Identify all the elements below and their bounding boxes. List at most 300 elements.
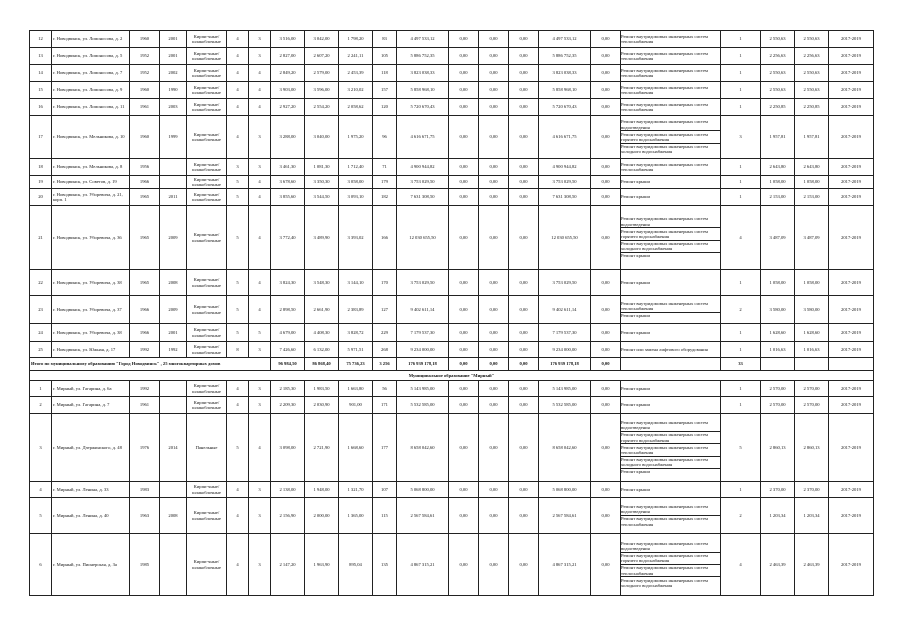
premises-area-cell: 2 721,90	[305, 414, 339, 482]
residential-area-cell: 3 093,10	[339, 189, 373, 206]
work-item: Ремонт крыши	[621, 279, 650, 285]
cost-cell: 3 753 029,50	[397, 270, 449, 296]
year-renovated-cell: 2001	[160, 31, 187, 48]
year-built-cell: 1983	[130, 482, 160, 498]
works-count-cell: 3	[721, 116, 761, 159]
row-number: 25	[30, 342, 52, 358]
wall-material-cell: Кирпи-чные/ шлакоблочные	[187, 498, 227, 534]
cost-cell: 7 631 308,50	[397, 189, 449, 206]
cost-cell: 5 068 800,00	[397, 482, 449, 498]
entrances-cell: 3	[249, 381, 271, 397]
works-count-cell: 4	[721, 534, 761, 596]
period-cell: 2017-2019	[829, 82, 874, 99]
floors-cell: 5	[227, 324, 249, 342]
residential-area-cell: 1 712,40	[339, 159, 373, 176]
residential-area-cell: 3 144,10	[339, 270, 373, 296]
address-cell: г. Новодвинск, ул. Уборевича, д. 38	[52, 270, 130, 296]
address-cell: г. Новодвинск, ул. Ломоносова, д. 5	[52, 48, 130, 65]
works-count-cell: 1	[721, 397, 761, 414]
floors-cell: 4	[227, 397, 249, 414]
premises-area-cell: 2 579,00	[305, 65, 339, 82]
work-item: Ремонт крыши	[621, 402, 650, 408]
works-cell	[621, 176, 721, 189]
fund-cell: 0,00	[591, 65, 621, 82]
period-cell: 2017-2019	[829, 116, 874, 159]
period-cell: 2017-2019	[829, 65, 874, 82]
work-item: Ремонт внутридомовых инженерных систем холодного водоснабжения	[621, 576, 720, 588]
entrances-cell: 4	[249, 176, 271, 189]
work-item: Ремонт внутридомовых инженерных систем горячего водоснабжения	[621, 431, 720, 443]
floors-cell: 4	[227, 48, 249, 65]
residents-cell: 179	[373, 176, 397, 189]
fund-cell: 0,00	[449, 381, 479, 397]
owners-funds-cell: 4 497 533,12	[539, 31, 591, 48]
premises-area-cell: 4 408,30	[305, 324, 339, 342]
table-row	[30, 482, 874, 498]
unit-cost-cell: 1 058,00	[761, 176, 795, 189]
work-item: Ремонт внутридомовых инженерных систем водоотведения	[621, 540, 708, 551]
entrances-cell: 5	[249, 324, 271, 342]
owners-funds-cell: 5 886 752,35	[539, 48, 591, 65]
entrances-cell: 4	[249, 270, 271, 296]
max-unit-cost-cell: 2 550,63	[795, 65, 829, 82]
work-item: Ремонт внутридомовых инженерных систем горячего водоснабжения	[621, 552, 720, 564]
works-count-cell: 1	[721, 381, 761, 397]
fund-cell: 0,00	[479, 482, 509, 498]
period-cell: 2017-2019	[829, 176, 874, 189]
owners-funds-cell: 7 631 308,50	[539, 189, 591, 206]
unit-cost-cell: 2 463,39	[761, 534, 795, 596]
fund-cell: 0,00	[591, 82, 621, 99]
max-unit-cost-cell: 2 570,00	[795, 381, 829, 397]
floors-cell: 4	[227, 482, 249, 498]
premises-area-cell: 86 868,40	[305, 358, 339, 371]
residents-cell: 177	[373, 414, 397, 482]
unit-cost-cell: 3 580,00	[761, 296, 795, 324]
total-row	[30, 358, 874, 371]
municipality-heading: Муниципальное образование "Мирный"	[30, 371, 874, 381]
table-row	[30, 534, 874, 596]
residential-area-cell: 3 058,00	[339, 176, 373, 189]
table-row	[30, 176, 874, 189]
fund-cell: 0,00	[591, 381, 621, 397]
period-cell: 2017-2019	[829, 270, 874, 296]
works-cell	[621, 206, 721, 270]
address-cell: г. Новодвинск, ул. Ломоносова, д. 11	[52, 99, 130, 116]
fund-cell: 0,00	[509, 65, 539, 82]
address-cell: г. Новодвинск, ул. Мельникова, д. 10	[52, 116, 130, 159]
max-unit-cost-cell: 2 463,39	[795, 534, 829, 596]
total-area-cell: 96 984,50	[271, 358, 305, 371]
period-cell: 2017-2019	[829, 482, 874, 498]
works-count-cell: 33	[721, 358, 761, 371]
work-item: Ремонт внутридомовых инженерных систем водоотведения	[621, 420, 708, 431]
residents-cell: 182	[373, 189, 397, 206]
fund-cell: 0,00	[449, 176, 479, 189]
work-item: Ремонт крыши	[621, 194, 650, 200]
floors-cell: 8	[227, 342, 249, 358]
work-item: Ремонт внутридомовых инженерных систем теплоснабжения	[621, 33, 708, 44]
residential-area-cell: 2 058,62	[339, 99, 373, 116]
fund-cell: 0,00	[509, 206, 539, 270]
max-unit-cost-cell: 2 643,80	[795, 159, 829, 176]
owners-funds-cell: 9 402 611,14	[539, 296, 591, 324]
fund-cell: 0,00	[479, 206, 509, 270]
total-area-cell: 3 288,00	[271, 116, 305, 159]
cost-cell: 5 886 752,35	[397, 48, 449, 65]
residential-area-cell: 3 393,02	[339, 206, 373, 270]
year-built-cell: 1952	[130, 65, 160, 82]
owners-funds-cell: 176 939 178,18	[539, 358, 591, 371]
owners-funds-cell: 3 823 038,33	[539, 65, 591, 82]
cost-cell: 4 867 315,21	[397, 534, 449, 596]
fund-cell: 0,00	[509, 176, 539, 189]
fund-cell: 0,00	[509, 414, 539, 482]
works-cell	[621, 296, 721, 324]
cost-cell: 4 497 533,12	[397, 31, 449, 48]
year-renovated-cell: 1992	[160, 342, 187, 358]
fund-cell: 0,00	[509, 159, 539, 176]
entrances-cell: 3	[249, 48, 271, 65]
row-number: 24	[30, 324, 52, 342]
owners-funds-cell: 3 753 029,50	[539, 176, 591, 189]
address-cell: г. Мирный, ул. Гагарина, д. 6а	[52, 381, 130, 397]
work-item: Ремонт крыши	[621, 486, 650, 492]
premises-area-cell: 3 544,50	[305, 189, 339, 206]
owners-funds-cell: 5 532 585,00	[539, 397, 591, 414]
period-cell: 2017-2019	[829, 31, 874, 48]
fund-cell: 0,00	[479, 324, 509, 342]
row-number: 15	[30, 82, 52, 99]
total-area-cell: 3 824,30	[271, 270, 305, 296]
floors-cell: 3	[227, 159, 249, 176]
period-cell: 2017-2019	[829, 296, 874, 324]
fund-cell: 0,00	[449, 358, 479, 371]
wall-material-cell: Кирпи-чные/ шлакоблочные	[187, 82, 227, 99]
fund-cell: 0,00	[449, 116, 479, 159]
premises-area-cell: 2 607,20	[305, 48, 339, 65]
year-built-cell: 1965	[130, 189, 160, 206]
year-renovated-cell: 2001	[160, 48, 187, 65]
fund-cell: 0,00	[449, 342, 479, 358]
cost-cell: 9 234 000,00	[397, 342, 449, 358]
year-renovated-cell: 2003	[160, 99, 187, 116]
work-item: Ремонт внутридомовых инженерных систем водоотведения	[621, 216, 708, 227]
total-area-cell: 3 098,00	[271, 414, 305, 482]
max-unit-cost-cell: 1 058,00	[795, 176, 829, 189]
year-renovated-cell: 2011	[160, 189, 187, 206]
total-area-cell: 2 827,00	[271, 48, 305, 65]
year-built-cell: 1966	[130, 324, 160, 342]
residents-cell: 105	[373, 48, 397, 65]
owners-funds-cell: 7 179 537,30	[539, 324, 591, 342]
fund-cell: 0,00	[479, 189, 509, 206]
year-renovated-cell: 1999	[160, 116, 187, 159]
period-cell: 2017-2019	[829, 534, 874, 596]
address-cell: г. Мирный, ул. Пионерская, д. 3а	[52, 534, 130, 596]
max-unit-cost-cell: 2 550,63	[795, 31, 829, 48]
address-cell: г. Мирный, ул. Гагарина, д. 7	[52, 397, 130, 414]
max-unit-cost-cell: 2 370,00	[795, 482, 829, 498]
fund-cell: 0,00	[449, 159, 479, 176]
entrances-cell: 4	[249, 65, 271, 82]
year-built-cell: 1992	[130, 381, 160, 397]
residential-area-cell: 75 736,23	[339, 358, 373, 371]
unit-cost-cell: 1 203,34	[761, 498, 795, 534]
residents-cell: 107	[373, 482, 397, 498]
fund-cell: 0,00	[509, 270, 539, 296]
year-built-cell: 1960	[130, 31, 160, 48]
fund-cell: 0,00	[449, 31, 479, 48]
fund-cell: 0,00	[509, 324, 539, 342]
fund-cell: 0,00	[479, 270, 509, 296]
works-cell	[621, 482, 721, 498]
cost-cell: 12 030 655,50	[397, 206, 449, 270]
fund-cell: 0,00	[449, 397, 479, 414]
wall-material-cell: Кирпи-чные/ шлакоблочные	[187, 534, 227, 596]
year-renovated-cell: 2009	[160, 296, 187, 324]
table-row	[30, 116, 874, 159]
row-number: 13	[30, 48, 52, 65]
works-count-cell: 1	[721, 189, 761, 206]
row-number: 14	[30, 65, 52, 82]
floors-cell: 5	[227, 189, 249, 206]
max-unit-cost-cell: 3 487,09	[795, 206, 829, 270]
entrances-cell: 3	[249, 159, 271, 176]
table-row	[30, 270, 874, 296]
fund-cell: 0,00	[591, 176, 621, 189]
fund-cell: 0,00	[479, 397, 509, 414]
fund-cell: 0,00	[479, 82, 509, 99]
works-cell	[621, 342, 721, 358]
works-count-cell: 1	[721, 159, 761, 176]
fund-cell: 0,00	[449, 534, 479, 596]
max-unit-cost-cell: 1 203,34	[795, 498, 829, 534]
row-number: 6	[30, 534, 52, 596]
residents-cell: 83	[373, 31, 397, 48]
wall-material-cell: Панельные	[187, 414, 227, 482]
address-cell: г. Новодвинск, ул. Уборевича, д. 21, корп. 1	[52, 189, 130, 206]
works-cell	[621, 270, 721, 296]
work-item: Ремонт внутридомовых инженерных систем водоотведения	[621, 504, 708, 515]
fund-cell: 0,00	[591, 482, 621, 498]
entrances-cell: 3	[249, 31, 271, 48]
fund-cell: 0,00	[479, 498, 509, 534]
cost-cell: 5 143 985,00	[397, 381, 449, 397]
total-area-cell: 3 772,40	[271, 206, 305, 270]
work-item: Ремонт внутридомовых инженерных систем холодного водоснабжения	[621, 143, 720, 155]
residents-cell: 115	[373, 498, 397, 534]
year-built-cell: 1956	[130, 159, 160, 176]
residents-cell: 229	[373, 324, 397, 342]
entrances-cell: 4	[249, 296, 271, 324]
entrances-cell: 4	[249, 99, 271, 116]
unit-cost-cell: 2 250,85	[761, 99, 795, 116]
entrances-cell: 3	[249, 397, 271, 414]
address-cell: г. Новодвинск, ул. Ломоносова, д. 7	[52, 65, 130, 82]
fund-cell: 0,00	[449, 482, 479, 498]
address-cell: г. Новодвинск, ул. Уборевича, д. 38	[52, 324, 130, 342]
fund-cell: 0,00	[479, 358, 509, 371]
year-built-cell: 1961	[130, 397, 160, 414]
wall-material-cell: Кирпи-чные/ шлакоблочные	[187, 176, 227, 189]
fund-cell: 0,00	[449, 270, 479, 296]
fund-cell: 0,00	[449, 189, 479, 206]
total-area-cell: 2 898,50	[271, 296, 305, 324]
total-area-cell: 7 426,60	[271, 342, 305, 358]
entrances-cell: 3	[249, 342, 271, 358]
entrances-cell: 3	[249, 534, 271, 596]
year-renovated-cell: 2002	[160, 65, 187, 82]
work-item: Ремонт крыши	[621, 312, 720, 319]
unit-cost-cell: 2 570,00	[761, 397, 795, 414]
fund-cell: 0,00	[449, 296, 479, 324]
works-count-cell: 1	[721, 342, 761, 358]
fund-cell: 0,00	[449, 82, 479, 99]
table-row	[30, 189, 874, 206]
fund-cell: 0,00	[509, 189, 539, 206]
premises-area-cell: 3 489,90	[305, 206, 339, 270]
fund-cell: 0,00	[591, 48, 621, 65]
work-item: Ремонт или замена лифтового оборудования	[621, 346, 708, 352]
cost-cell: 2 567 584,61	[397, 498, 449, 534]
fund-cell: 0,00	[509, 482, 539, 498]
fund-cell: 0,00	[591, 342, 621, 358]
residents-cell: 127	[373, 296, 397, 324]
floors-cell: 4	[227, 65, 249, 82]
address-cell: г. Новодвинск, ул. Ломоносова, д. 9	[52, 82, 130, 99]
fund-cell: 0,00	[509, 381, 539, 397]
year-built-cell: 1985	[130, 534, 160, 596]
works-count-cell: 1	[721, 270, 761, 296]
table-row	[30, 381, 874, 397]
row-number: 23	[30, 296, 52, 324]
address-cell: г. Новодвинск, ул. Уборевича, д. 37	[52, 296, 130, 324]
residents-cell: 56	[373, 381, 397, 397]
owners-funds-cell: 5 720 670,43	[539, 99, 591, 116]
work-item: Ремонт внутридомовых инженерных систем теплоснабжения	[621, 67, 708, 78]
period-cell: 2017-2019	[829, 99, 874, 116]
unit-cost-cell: 2 550,63	[761, 82, 795, 99]
floors-cell: 4	[227, 116, 249, 159]
unit-cost-cell: 2 550,63	[761, 31, 795, 48]
works-count-cell: 1	[721, 31, 761, 48]
year-renovated-cell: 2008	[160, 270, 187, 296]
entrances-cell: 3	[249, 498, 271, 534]
total-area-cell: 2 147,20	[271, 534, 305, 596]
year-built-cell: 1960	[130, 82, 160, 99]
fund-cell: 0,00	[591, 206, 621, 270]
fund-cell: 0,00	[591, 397, 621, 414]
max-unit-cost-cell: 1 957,81	[795, 116, 829, 159]
residential-area-cell: 2 241,11	[339, 48, 373, 65]
works-count-cell: 1	[721, 176, 761, 189]
fund-cell: 0,00	[479, 99, 509, 116]
year-renovated-cell: 2008	[160, 498, 187, 534]
residential-area-cell: 895,04	[339, 534, 373, 596]
fund-cell: 0,00	[591, 296, 621, 324]
owners-funds-cell: 9 234 000,00	[539, 342, 591, 358]
period-cell: 2017-2019	[829, 397, 874, 414]
works-cell	[621, 82, 721, 99]
year-renovated-cell	[160, 176, 187, 189]
fund-cell: 0,00	[591, 159, 621, 176]
period-cell: 2017-2019	[829, 206, 874, 270]
fund-cell: 0,00	[509, 296, 539, 324]
cost-cell: 8 658 042,60	[397, 414, 449, 482]
year-built-cell: 1960	[130, 116, 160, 159]
cost-cell: 5 532 585,00	[397, 397, 449, 414]
max-unit-cost-cell	[795, 358, 829, 371]
work-item: Ремонт внутридомовых инженерных систем горячего водоснабжения	[621, 227, 720, 239]
table-row	[30, 414, 874, 482]
period-cell: 2017-2019	[829, 414, 874, 482]
row-number: 5	[30, 498, 52, 534]
works-count-cell: 1	[721, 65, 761, 82]
floors-cell: 5	[227, 270, 249, 296]
owners-funds-cell: 2 567 584,61	[539, 498, 591, 534]
wall-material-cell: Кирпи-чные/ шлакоблочные	[187, 99, 227, 116]
year-built-cell: 1965	[130, 270, 160, 296]
row-number: 16	[30, 99, 52, 116]
residential-area-cell: 3 828,72	[339, 324, 373, 342]
work-item: Ремонт внутридомовых инженерных систем теплоснабжения	[621, 443, 720, 455]
year-built-cell: 1952	[130, 48, 160, 65]
address-cell: г. Новодвинск, ул. Уборевича, д. 36	[52, 206, 130, 270]
total-area-cell: 2 849,20	[271, 65, 305, 82]
total-area-cell: 3 461,30	[271, 159, 305, 176]
fund-cell: 0,00	[591, 116, 621, 159]
max-unit-cost-cell: 1 628,60	[795, 324, 829, 342]
fund-cell: 0,00	[479, 48, 509, 65]
year-built-cell: 1965	[130, 206, 160, 270]
residential-area-cell: 2 383,89	[339, 296, 373, 324]
work-item: Ремонт внутридомовых инженерных систем теплоснабжения	[621, 101, 708, 112]
year-renovated-cell: 2014	[160, 414, 187, 482]
works-count-cell: 2	[721, 296, 761, 324]
owners-funds-cell: 5 858 968,10	[539, 82, 591, 99]
address-cell: г. Мирный, ул. Дзержинского, д. 48	[52, 414, 130, 482]
works-count-cell: 1	[721, 48, 761, 65]
max-unit-cost-cell: 2 250,85	[795, 99, 829, 116]
fund-cell: 0,00	[509, 358, 539, 371]
work-item: Ремонт внутридомовых инженерных систем водоотведения	[621, 119, 708, 130]
residents-cell: 71	[373, 159, 397, 176]
works-cell	[621, 324, 721, 342]
works-count-cell: 1	[721, 82, 761, 99]
fund-cell: 0,00	[591, 498, 621, 534]
works-cell	[621, 31, 721, 48]
works-cell	[621, 397, 721, 414]
address-cell: г. Новодвинск, ул. Южная, д. 17	[52, 342, 130, 358]
owners-funds-cell: 4 616 671,75	[539, 116, 591, 159]
premises-area-cell: 1 963,90	[305, 534, 339, 596]
residential-area-cell: 1 975,20	[339, 116, 373, 159]
fund-cell: 0,00	[479, 534, 509, 596]
works-cell	[621, 381, 721, 397]
residents-cell: 120	[373, 99, 397, 116]
table-row	[30, 48, 874, 65]
fund-cell: 0,00	[591, 189, 621, 206]
total-label: Итого по муниципальному образованию "Город Новодвинск" , 25 многоквартирных домов	[30, 358, 271, 371]
table-row	[30, 324, 874, 342]
fund-cell: 0,00	[449, 324, 479, 342]
work-item: Ремонт внутридомовых инженерных систем холодного водоснабжения	[621, 456, 720, 468]
address-cell: г. Мирный, ул. Ленина, д. 40	[52, 498, 130, 534]
fund-cell: 0,00	[509, 82, 539, 99]
unit-cost-cell	[761, 358, 795, 371]
year-renovated-cell	[160, 482, 187, 498]
